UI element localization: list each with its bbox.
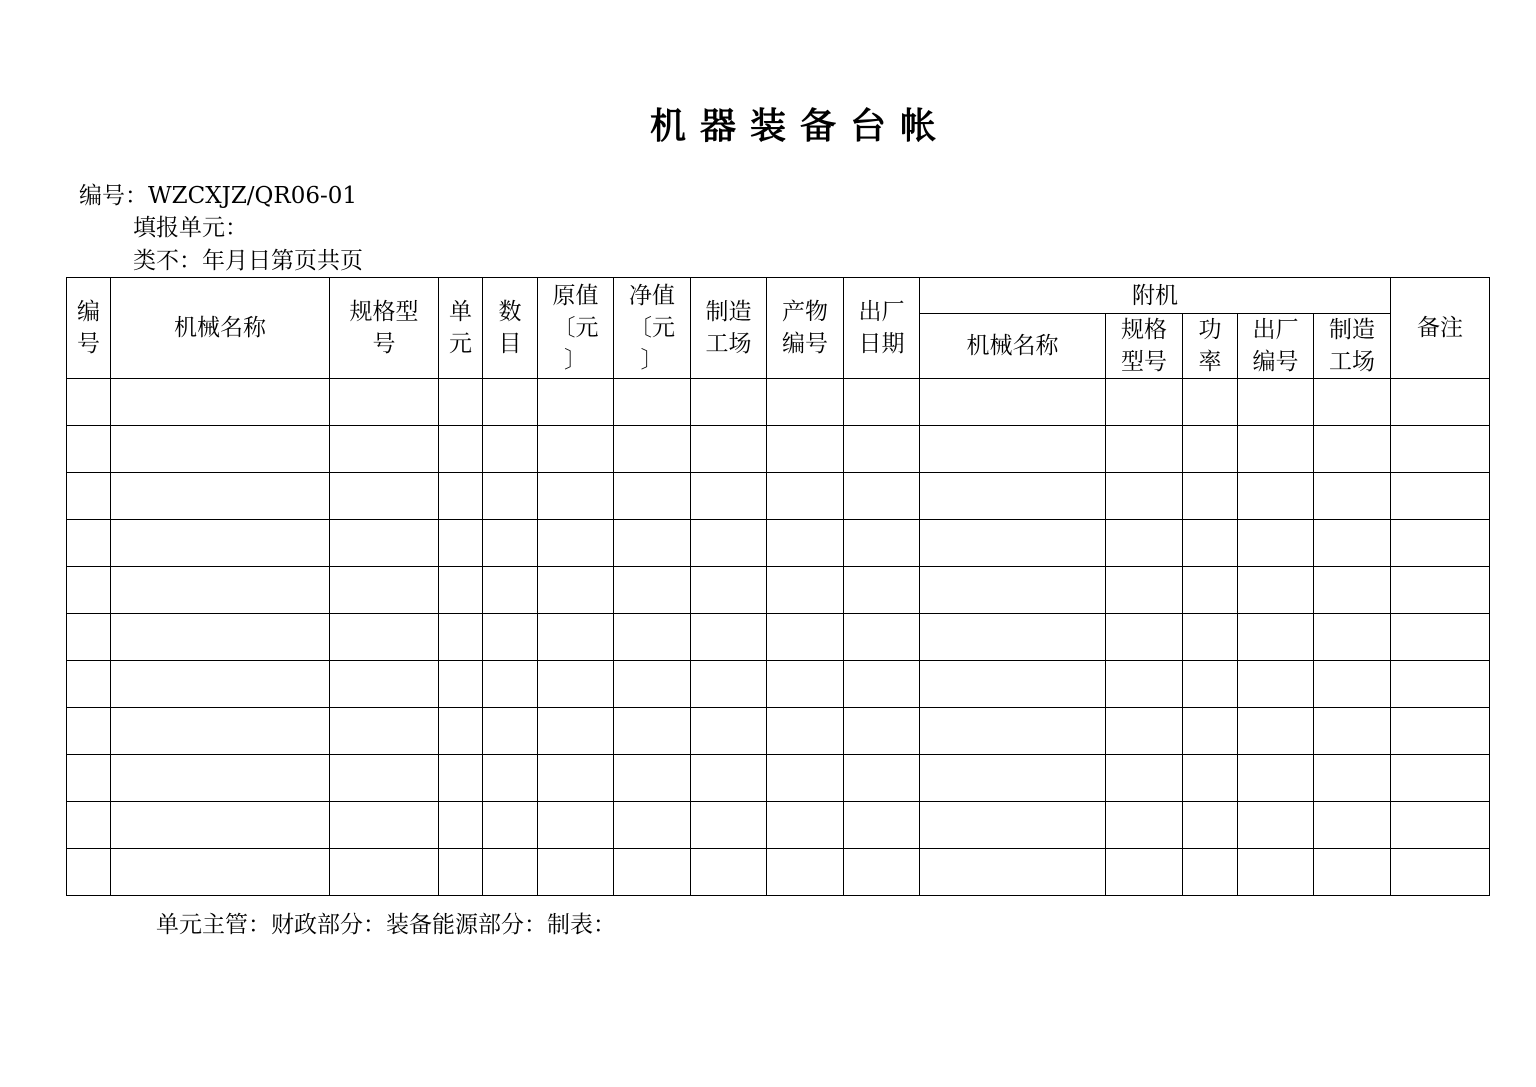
table-cell[interactable] bbox=[614, 849, 691, 896]
table-cell[interactable] bbox=[67, 426, 111, 473]
header-manufacturer: 制造 工场 bbox=[691, 278, 767, 379]
header-net-value: 净值 〔元 〕 bbox=[614, 278, 691, 379]
table-cell[interactable] bbox=[1391, 426, 1490, 473]
table-cell[interactable] bbox=[1106, 567, 1183, 614]
table-cell[interactable] bbox=[767, 426, 844, 473]
table-cell[interactable] bbox=[483, 520, 538, 567]
table-cell[interactable] bbox=[439, 379, 483, 426]
table-cell[interactable] bbox=[844, 661, 920, 708]
table-cell[interactable] bbox=[439, 614, 483, 661]
header-attachment-group: 附机 bbox=[920, 278, 1391, 314]
table-cell[interactable] bbox=[1391, 379, 1490, 426]
table-cell[interactable] bbox=[111, 802, 330, 849]
table-cell[interactable] bbox=[691, 520, 767, 567]
table-cell[interactable] bbox=[1183, 755, 1238, 802]
table-cell[interactable] bbox=[538, 755, 614, 802]
table-cell[interactable] bbox=[538, 379, 614, 426]
table-cell[interactable] bbox=[920, 473, 1106, 520]
table-cell[interactable] bbox=[614, 614, 691, 661]
table-cell[interactable] bbox=[330, 426, 439, 473]
table-cell[interactable] bbox=[1106, 614, 1183, 661]
table-cell[interactable] bbox=[330, 708, 439, 755]
table-cell[interactable] bbox=[1183, 567, 1238, 614]
ledger-body bbox=[67, 379, 1490, 896]
table-cell[interactable] bbox=[1106, 755, 1183, 802]
table-cell[interactable] bbox=[483, 661, 538, 708]
table-cell[interactable] bbox=[614, 708, 691, 755]
table-cell[interactable] bbox=[920, 426, 1106, 473]
table-cell[interactable] bbox=[1106, 426, 1183, 473]
table-cell[interactable] bbox=[844, 849, 920, 896]
table-cell[interactable] bbox=[67, 661, 111, 708]
table-cell[interactable] bbox=[67, 567, 111, 614]
table-cell[interactable] bbox=[844, 708, 920, 755]
table-cell[interactable] bbox=[767, 802, 844, 849]
table-cell[interactable] bbox=[1238, 614, 1314, 661]
table-cell[interactable] bbox=[920, 661, 1106, 708]
table-cell[interactable] bbox=[330, 849, 439, 896]
table-cell[interactable] bbox=[1314, 473, 1391, 520]
table-cell[interactable] bbox=[330, 802, 439, 849]
table-cell[interactable] bbox=[844, 426, 920, 473]
table-cell[interactable] bbox=[767, 520, 844, 567]
header-attachment-factory-number: 出厂 编号 bbox=[1238, 314, 1314, 379]
table-cell[interactable] bbox=[439, 567, 483, 614]
table-cell[interactable] bbox=[67, 755, 111, 802]
table-cell[interactable] bbox=[111, 614, 330, 661]
table-cell[interactable] bbox=[614, 755, 691, 802]
table-cell[interactable] bbox=[1106, 520, 1183, 567]
table-cell[interactable] bbox=[1391, 567, 1490, 614]
header-attachment-manufacturer: 制造 工场 bbox=[1314, 314, 1391, 379]
table-cell[interactable] bbox=[1238, 661, 1314, 708]
table-cell[interactable] bbox=[330, 473, 439, 520]
header-unit: 单 元 bbox=[439, 278, 483, 379]
table-cell[interactable] bbox=[844, 755, 920, 802]
table-cell[interactable] bbox=[1238, 473, 1314, 520]
table-cell[interactable] bbox=[1106, 849, 1183, 896]
reporting-unit-label: 填报单元： bbox=[133, 215, 248, 241]
signature-line: 单元主管：财政部分：装备能源部分：制表： bbox=[156, 912, 616, 938]
table-cell[interactable] bbox=[67, 802, 111, 849]
table-cell[interactable] bbox=[844, 614, 920, 661]
table-cell[interactable] bbox=[439, 755, 483, 802]
table-cell[interactable] bbox=[1238, 379, 1314, 426]
table-cell[interactable] bbox=[1238, 520, 1314, 567]
table-cell[interactable] bbox=[1183, 426, 1238, 473]
table-cell[interactable] bbox=[330, 379, 439, 426]
table-cell[interactable] bbox=[483, 567, 538, 614]
table-cell[interactable] bbox=[1314, 755, 1391, 802]
table-cell[interactable] bbox=[538, 426, 614, 473]
table-cell[interactable] bbox=[111, 755, 330, 802]
table-cell[interactable] bbox=[767, 755, 844, 802]
table-cell[interactable] bbox=[538, 473, 614, 520]
table-cell[interactable] bbox=[439, 661, 483, 708]
table-cell[interactable] bbox=[767, 567, 844, 614]
table-cell[interactable] bbox=[1183, 849, 1238, 896]
table-cell[interactable] bbox=[691, 849, 767, 896]
table-cell[interactable] bbox=[1314, 661, 1391, 708]
table-cell[interactable] bbox=[614, 567, 691, 614]
page-title: 机器装备台帐 bbox=[649, 105, 950, 147]
table-cell[interactable] bbox=[538, 802, 614, 849]
table-cell[interactable] bbox=[483, 473, 538, 520]
table-cell[interactable] bbox=[1314, 520, 1391, 567]
table-cell[interactable] bbox=[1238, 567, 1314, 614]
table-cell[interactable] bbox=[614, 426, 691, 473]
table-cell[interactable] bbox=[920, 802, 1106, 849]
table-cell[interactable] bbox=[767, 708, 844, 755]
table-cell[interactable] bbox=[439, 802, 483, 849]
table-cell[interactable] bbox=[1106, 473, 1183, 520]
table-cell[interactable] bbox=[1238, 426, 1314, 473]
table-cell[interactable] bbox=[67, 473, 111, 520]
table-cell[interactable] bbox=[614, 473, 691, 520]
table-cell[interactable] bbox=[67, 849, 111, 896]
header-no: 编 号 bbox=[67, 278, 111, 379]
table-cell[interactable] bbox=[111, 567, 330, 614]
table-cell[interactable] bbox=[330, 755, 439, 802]
table-cell[interactable] bbox=[1391, 708, 1490, 755]
header-original-value: 原值 〔元 〕 bbox=[538, 278, 614, 379]
table-cell[interactable] bbox=[1106, 661, 1183, 708]
table-row bbox=[67, 755, 1490, 802]
table-cell[interactable] bbox=[1183, 614, 1238, 661]
table-row bbox=[67, 520, 1490, 567]
table-cell[interactable] bbox=[483, 849, 538, 896]
header-factory-date: 出厂 日期 bbox=[844, 278, 920, 379]
table-row bbox=[67, 661, 1490, 708]
table-cell[interactable] bbox=[330, 661, 439, 708]
table-cell[interactable] bbox=[538, 567, 614, 614]
table-cell[interactable] bbox=[920, 614, 1106, 661]
table-cell[interactable] bbox=[844, 802, 920, 849]
header-machine-name: 机械名称 bbox=[111, 278, 330, 379]
table-cell[interactable] bbox=[1391, 802, 1490, 849]
table-cell[interactable] bbox=[920, 755, 1106, 802]
table-cell[interactable] bbox=[767, 614, 844, 661]
table-cell[interactable] bbox=[439, 426, 483, 473]
table-cell[interactable] bbox=[1391, 755, 1490, 802]
table-cell[interactable] bbox=[920, 708, 1106, 755]
table-cell[interactable] bbox=[614, 520, 691, 567]
table-cell[interactable] bbox=[111, 661, 330, 708]
header-attachment-spec-model: 规格 型号 bbox=[1106, 314, 1183, 379]
table-cell[interactable] bbox=[67, 520, 111, 567]
table-cell[interactable] bbox=[1314, 426, 1391, 473]
table-cell[interactable] bbox=[1314, 379, 1391, 426]
table-cell[interactable] bbox=[439, 708, 483, 755]
document-code: 编号：WZCXJZ/QR06-01 bbox=[79, 183, 358, 209]
table-cell[interactable] bbox=[1238, 849, 1314, 896]
table-row bbox=[67, 473, 1490, 520]
table-cell[interactable] bbox=[1314, 849, 1391, 896]
header-spec-model: 规格型 号 bbox=[330, 278, 439, 379]
table-cell[interactable] bbox=[767, 379, 844, 426]
table-cell[interactable] bbox=[1391, 520, 1490, 567]
table-cell[interactable] bbox=[439, 849, 483, 896]
table-cell[interactable] bbox=[111, 426, 330, 473]
table-cell[interactable] bbox=[111, 708, 330, 755]
table-cell[interactable] bbox=[483, 614, 538, 661]
table-cell[interactable] bbox=[1238, 708, 1314, 755]
table-cell[interactable] bbox=[483, 802, 538, 849]
table-cell[interactable] bbox=[691, 661, 767, 708]
table-cell[interactable] bbox=[1314, 802, 1391, 849]
table-cell[interactable] bbox=[330, 520, 439, 567]
table-row bbox=[67, 567, 1490, 614]
table-cell[interactable] bbox=[920, 849, 1106, 896]
table-cell[interactable] bbox=[920, 567, 1106, 614]
table-cell[interactable] bbox=[767, 661, 844, 708]
table-row bbox=[67, 802, 1490, 849]
table-cell[interactable] bbox=[1238, 802, 1314, 849]
table-cell[interactable] bbox=[538, 849, 614, 896]
table-cell[interactable] bbox=[67, 379, 111, 426]
header-product-number: 产物 编号 bbox=[767, 278, 844, 379]
table-cell[interactable] bbox=[1183, 802, 1238, 849]
table-cell[interactable] bbox=[483, 755, 538, 802]
table-cell[interactable] bbox=[1106, 379, 1183, 426]
table-row bbox=[67, 379, 1490, 426]
table-cell[interactable] bbox=[691, 473, 767, 520]
table-cell[interactable] bbox=[691, 379, 767, 426]
table-cell[interactable] bbox=[330, 567, 439, 614]
table-cell[interactable] bbox=[844, 520, 920, 567]
table-cell[interactable] bbox=[1183, 708, 1238, 755]
table-cell[interactable] bbox=[1183, 661, 1238, 708]
table-cell[interactable] bbox=[483, 426, 538, 473]
header-attachment-machine-name: 机械名称 bbox=[920, 314, 1106, 379]
table-cell[interactable] bbox=[1314, 614, 1391, 661]
table-cell[interactable] bbox=[1106, 802, 1183, 849]
table-cell[interactable] bbox=[111, 473, 330, 520]
table-cell[interactable] bbox=[1106, 708, 1183, 755]
table-cell[interactable] bbox=[1183, 473, 1238, 520]
table-cell[interactable] bbox=[844, 567, 920, 614]
table-cell[interactable] bbox=[920, 520, 1106, 567]
table-cell[interactable] bbox=[1391, 661, 1490, 708]
table-cell[interactable] bbox=[614, 802, 691, 849]
header-attachment-power: 功 率 bbox=[1183, 314, 1238, 379]
table-cell[interactable] bbox=[1391, 849, 1490, 896]
table-row bbox=[67, 849, 1490, 896]
table-cell[interactable] bbox=[1314, 567, 1391, 614]
table-cell[interactable] bbox=[439, 520, 483, 567]
table-cell[interactable] bbox=[1314, 708, 1391, 755]
equipment-ledger-table bbox=[66, 277, 1490, 896]
table-cell[interactable] bbox=[844, 473, 920, 520]
table-cell[interactable] bbox=[1391, 614, 1490, 661]
header-quantity: 数 目 bbox=[483, 278, 538, 379]
table-cell[interactable] bbox=[1183, 379, 1238, 426]
header-remarks: 备注 bbox=[1391, 278, 1490, 379]
table-cell[interactable] bbox=[111, 379, 330, 426]
table-cell[interactable] bbox=[483, 708, 538, 755]
table-cell[interactable] bbox=[111, 520, 330, 567]
table-cell[interactable] bbox=[691, 708, 767, 755]
table-cell[interactable] bbox=[767, 473, 844, 520]
table-cell[interactable] bbox=[691, 802, 767, 849]
table-cell[interactable] bbox=[767, 849, 844, 896]
table-cell[interactable] bbox=[614, 661, 691, 708]
table-row bbox=[67, 426, 1490, 473]
table-row bbox=[67, 708, 1490, 755]
table-cell[interactable] bbox=[111, 849, 330, 896]
table-cell[interactable] bbox=[691, 567, 767, 614]
table-cell[interactable] bbox=[330, 614, 439, 661]
table-cell[interactable] bbox=[691, 426, 767, 473]
table-cell[interactable] bbox=[691, 614, 767, 661]
table-row bbox=[67, 614, 1490, 661]
table-cell[interactable] bbox=[538, 614, 614, 661]
table-cell[interactable] bbox=[920, 379, 1106, 426]
table-cell[interactable] bbox=[1183, 520, 1238, 567]
table-cell[interactable] bbox=[1238, 755, 1314, 802]
table-cell[interactable] bbox=[538, 708, 614, 755]
category-date-page-line: 类不：年月日第页共页 bbox=[133, 248, 363, 274]
table-cell[interactable] bbox=[844, 379, 920, 426]
table-cell[interactable] bbox=[483, 379, 538, 426]
table-cell[interactable] bbox=[439, 473, 483, 520]
table-cell[interactable] bbox=[1391, 473, 1490, 520]
table-cell[interactable] bbox=[67, 614, 111, 661]
table-cell[interactable] bbox=[538, 661, 614, 708]
table-cell[interactable] bbox=[67, 708, 111, 755]
table-cell[interactable] bbox=[614, 379, 691, 426]
table-cell[interactable] bbox=[538, 520, 614, 567]
table-cell[interactable] bbox=[691, 755, 767, 802]
